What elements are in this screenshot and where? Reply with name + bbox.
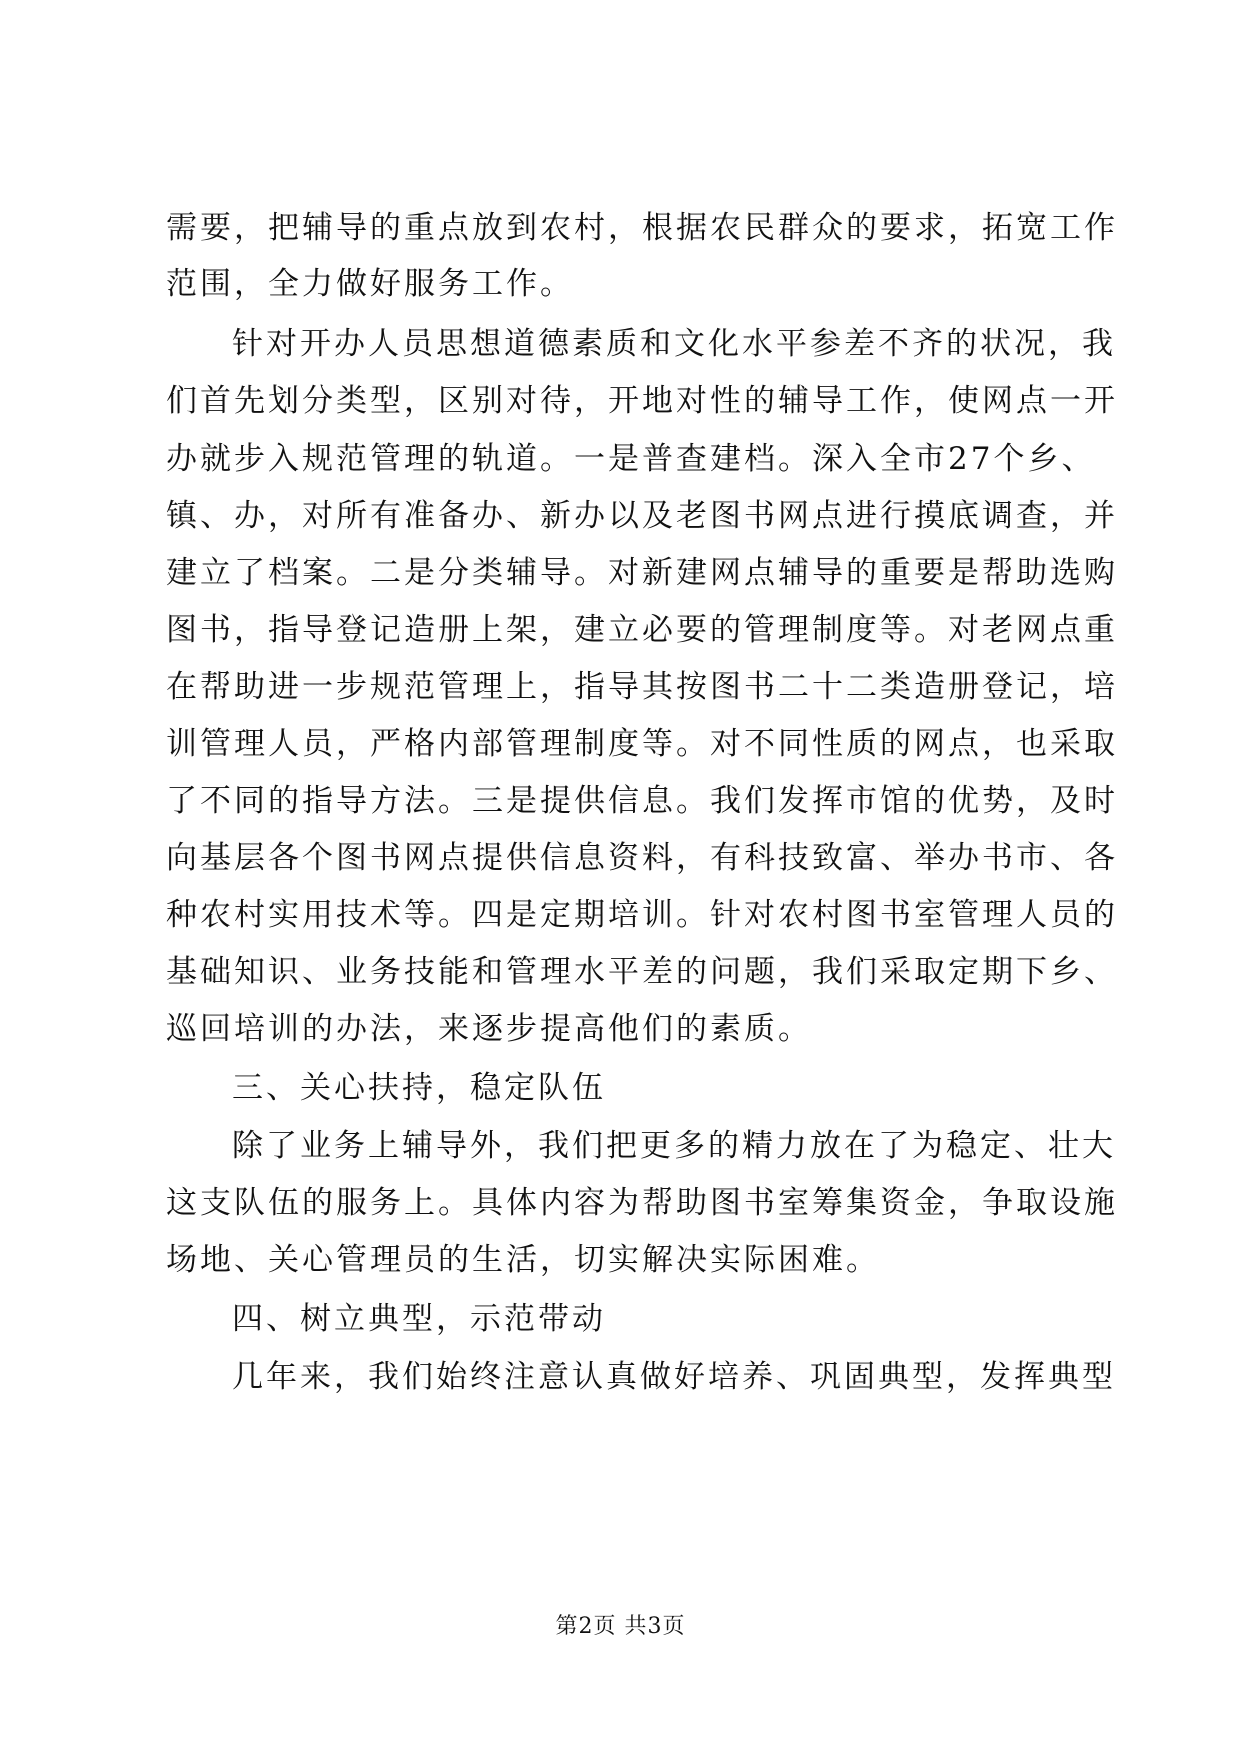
text-line-18: 这支队伍的服务上。具体内容为帮助图书室筹集资金，争取设施 — [166, 1185, 1118, 1221]
text-line-12: 向基层各个图书网点提供信息资料，有科技致富、举办书市、各 — [166, 840, 1118, 876]
text-line-11: 了不同的指导方法。三是提供信息。我们发挥市馆的优势，及时 — [166, 783, 1118, 819]
text-line-10: 训管理人员，严格内部管理制度等。对不同性质的网点，也采取 — [166, 726, 1118, 762]
text-line-19: 场地、关心管理员的生活，切实解决实际困难。 — [166, 1242, 880, 1278]
text-line-21: 几年来，我们始终注意认真做好培养、巩固典型，发挥典型 — [232, 1359, 1116, 1395]
section-heading-3: 三、关心扶持，稳定队伍 — [232, 1070, 606, 1106]
text-line-2: 范围，全力做好服务工作。 — [166, 266, 574, 302]
text-line-1: 需要，把辅导的重点放到农村，根据农民群众的要求，拓宽工作 — [166, 210, 1118, 246]
text-line-8: 图书，指导登记造册上架，建立必要的管理制度等。对老网点重 — [166, 612, 1118, 648]
text-line-9: 在帮助进一步规范管理上，指导其按图书二十二类造册登记，培 — [166, 669, 1118, 705]
text-line-13: 种农村实用技术等。四是定期培训。针对农村图书室管理人员的 — [166, 897, 1118, 933]
text-line-7: 建立了档案。二是分类辅导。对新建网点辅导的重要是帮助选购 — [166, 555, 1118, 591]
text-line-14: 基础知识、业务技能和管理水平差的问题，我们采取定期下乡、 — [166, 954, 1118, 990]
section-heading-4: 四、树立典型，示范带动 — [232, 1301, 606, 1337]
page-number-footer: 第2页 共3页 — [555, 1614, 686, 1639]
text-line-4: 们首先划分类型，区别对待，开地对性的辅导工作，使网点一开 — [166, 383, 1118, 419]
text-line-5: 办就步入规范管理的轨道。一是普查建档。深入全市27个乡、 — [166, 441, 1096, 477]
text-line-15: 巡回培训的办法，来逐步提高他们的素质。 — [166, 1011, 812, 1047]
text-line-3: 针对开办人员思想道德素质和文化水平参差不齐的状况，我 — [232, 326, 1116, 362]
text-line-17: 除了业务上辅导外，我们把更多的精力放在了为稳定、壮大 — [232, 1128, 1116, 1164]
text-line-6: 镇、办，对所有准备办、新办以及老图书网点进行摸底调查，并 — [166, 498, 1118, 534]
